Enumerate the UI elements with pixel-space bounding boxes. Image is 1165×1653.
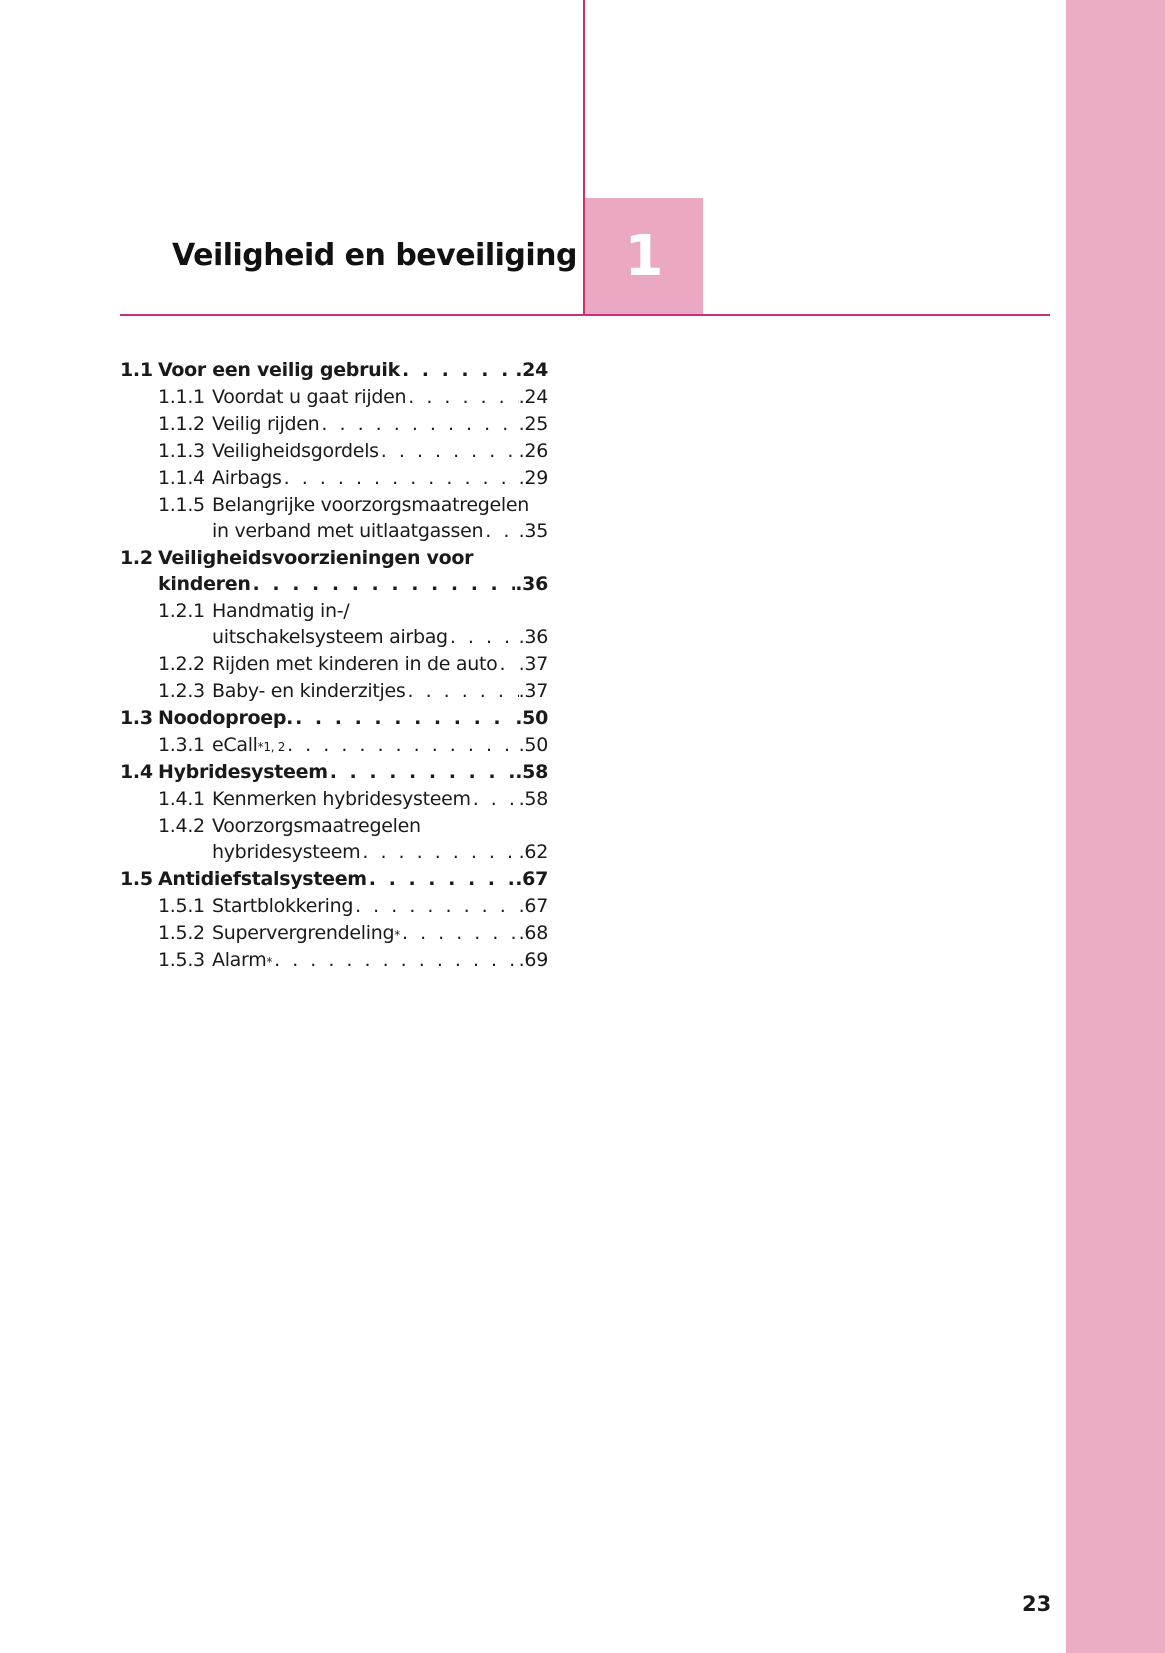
toc-entry[interactable] [120, 920, 548, 946]
toc-entry-page: .29 [518, 467, 548, 489]
toc-entry-title: Voordat u gaat rijden [212, 386, 407, 408]
toc-entry-title: Veiligheidsvoorzieningen voor [158, 547, 474, 569]
toc-entry-line [158, 357, 548, 383]
toc-entry-page: .24 [518, 386, 548, 408]
toc-entry-number: 1.1 [120, 359, 153, 381]
toc-dot-leader [400, 920, 519, 946]
toc-entry-title: eCall [212, 734, 258, 756]
toc-entry-title: Supervergrendeling [212, 922, 395, 944]
toc-entry[interactable] [120, 465, 548, 491]
toc-entry-number: 1.5.2 [158, 922, 205, 944]
toc-entry-line [212, 786, 548, 812]
toc-dot-leader [272, 947, 519, 973]
toc-entry-number: 1.4.2 [158, 815, 205, 837]
chapter-side-band [1066, 0, 1165, 1653]
toc-entry[interactable] [120, 813, 548, 865]
toc-entry[interactable] [120, 786, 548, 812]
toc-entry-page: .24 [515, 359, 548, 381]
toc-entry-line [158, 705, 548, 731]
toc-entry-page: .36 [518, 626, 548, 648]
chapter-title: Veiligheid en beveiliging [172, 238, 577, 273]
toc-entry-page: .62 [518, 841, 548, 863]
toc-entry[interactable] [120, 866, 548, 892]
toc-dot-leader [448, 624, 519, 650]
toc-entry-line [158, 571, 548, 597]
page-number: 23 [1022, 1592, 1052, 1616]
toc-entry-number: 1.4.1 [158, 788, 205, 810]
toc-entry-page: .67 [518, 895, 548, 917]
toc-dot-leader [293, 705, 515, 731]
toc-entry-number: 1.2 [120, 547, 153, 569]
toc-entry-title: Hybridesysteem [158, 761, 328, 783]
toc-entry-page: .26 [518, 440, 548, 462]
toc-entry-page: .68 [518, 922, 548, 944]
toc-entry-number: 1.3 [120, 707, 153, 729]
toc-entry-line: Alarm * . . . .69 [212, 947, 548, 973]
toc-dot-leader [285, 732, 519, 758]
toc-dot-leader [379, 438, 519, 464]
chapter-number-box [585, 198, 703, 314]
header-horizontal-rule [120, 314, 1050, 316]
toc-entry-page: .25 [518, 413, 548, 435]
toc-entry-line: Supervergrendeling * . . . .68 [212, 920, 548, 946]
toc-entry-page: .58 [515, 761, 548, 783]
toc-entry-title: hybridesysteem [212, 841, 361, 863]
toc-dot-leader [353, 893, 519, 919]
toc-entry[interactable] [120, 598, 548, 650]
toc-entry-number: 1.1.1 [158, 386, 205, 408]
toc-entry[interactable] [120, 411, 548, 437]
toc-entry[interactable] [120, 732, 548, 758]
toc-entry[interactable] [120, 438, 548, 464]
toc-entry[interactable] [120, 492, 548, 544]
toc-entry[interactable] [120, 705, 548, 731]
toc-entry-page: .67 [515, 868, 548, 890]
toc-entry-title: Belangrijke voorzorgsmaatregelen [212, 494, 529, 516]
toc-entry-number: 1.1.3 [158, 440, 205, 462]
toc-entry-title: Voorzorgsmaatregelen [212, 815, 421, 837]
toc-entry-number: 1.5 [120, 868, 153, 890]
toc-entry-line [158, 759, 548, 785]
toc-entry[interactable] [120, 678, 548, 704]
toc-entry[interactable] [120, 947, 548, 973]
toc-entry-line [212, 893, 548, 919]
toc-entry-number: 1.2.3 [158, 680, 205, 702]
toc-dot-leader [405, 678, 518, 704]
toc-dot-leader [483, 518, 518, 544]
toc-dot-leader [319, 411, 518, 437]
toc-entry-page: .58 [518, 788, 548, 810]
toc-entry-line [158, 866, 548, 892]
toc-dot-leader [282, 465, 519, 491]
toc-entry[interactable] [120, 545, 548, 597]
toc-entry-title: uitschakelsysteem airbag [212, 626, 448, 648]
toc-entry-page: .50 [515, 707, 548, 729]
toc-entry-line: eCall *1, 2 . . . .50 [212, 732, 548, 758]
toc-entry-line [212, 678, 548, 704]
toc-entry-line [212, 438, 548, 464]
toc-entry-number: 1.5.3 [158, 949, 205, 971]
toc-entry-number: 1.1.4 [158, 467, 205, 489]
toc-entry-title: Antidiefstalsysteem [158, 868, 367, 890]
toc-entry-line [212, 839, 548, 865]
toc-entry-title: Rijden met kinderen in de auto [212, 653, 498, 675]
toc-entry-title: Alarm [212, 949, 267, 971]
toc-entry-number: 1.5.1 [158, 895, 205, 917]
toc-entry-title: Voor een veilig gebruik [158, 359, 400, 381]
toc-entry-title: in verband met uitlaatgassen [212, 520, 484, 542]
toc-entry-page: .37 [518, 653, 548, 675]
toc-entry-number: 1.1.2 [158, 413, 205, 435]
toc-dot-leader [497, 651, 518, 677]
chapter-number: 1 [624, 223, 664, 289]
toc-dot-leader [251, 571, 516, 597]
toc-entry-title: Baby- en kinderzitjes [212, 680, 406, 702]
toc-entry-line [212, 651, 548, 677]
toc-entry-title: Noodoproep. [158, 707, 294, 729]
toc-entry-number: 1.1.5 [158, 494, 205, 516]
toc-entry-title: Kenmerken hybridesysteem [212, 788, 471, 810]
toc-entry-title: Veilig rijden [212, 413, 320, 435]
toc-dot-leader [400, 357, 515, 383]
toc-dot-leader [367, 866, 515, 892]
toc-entry-title: Veiligheidsgordels [212, 440, 379, 462]
toc-entry-number: 1.2.1 [158, 600, 205, 622]
toc-dot-leader [360, 839, 518, 865]
toc-entry-line [212, 518, 548, 544]
toc-entry-title: kinderen [158, 573, 251, 595]
toc-entry-line [212, 465, 548, 491]
toc-entry-number: 1.2.2 [158, 653, 205, 675]
toc-entry-number: 1.4 [120, 761, 153, 783]
toc-entry[interactable] [120, 759, 548, 785]
toc-entry-title: Airbags [212, 467, 282, 489]
toc-entry-page: .69 [518, 949, 548, 971]
toc-entry-line [212, 624, 548, 650]
toc-dot-leader [406, 384, 518, 410]
toc-entry[interactable] [120, 651, 548, 677]
toc-entry-page: .36 [515, 573, 548, 595]
table-of-contents [120, 357, 548, 974]
toc-entry-title: Handmatig in-/ [212, 600, 350, 622]
toc-entry[interactable] [120, 357, 548, 383]
toc-entry-title: Startblokkering [212, 895, 354, 917]
toc-entry[interactable] [120, 893, 548, 919]
toc-entry-line [212, 384, 548, 410]
toc-dot-leader [471, 786, 519, 812]
toc-dot-leader [328, 759, 516, 785]
toc-entry-page: .37 [518, 680, 548, 702]
toc-entry[interactable] [120, 384, 548, 410]
toc-entry-number: 1.3.1 [158, 734, 205, 756]
toc-entry-page: .50 [518, 734, 548, 756]
toc-entry-page: .35 [518, 520, 548, 542]
toc-entry-line [212, 411, 548, 437]
